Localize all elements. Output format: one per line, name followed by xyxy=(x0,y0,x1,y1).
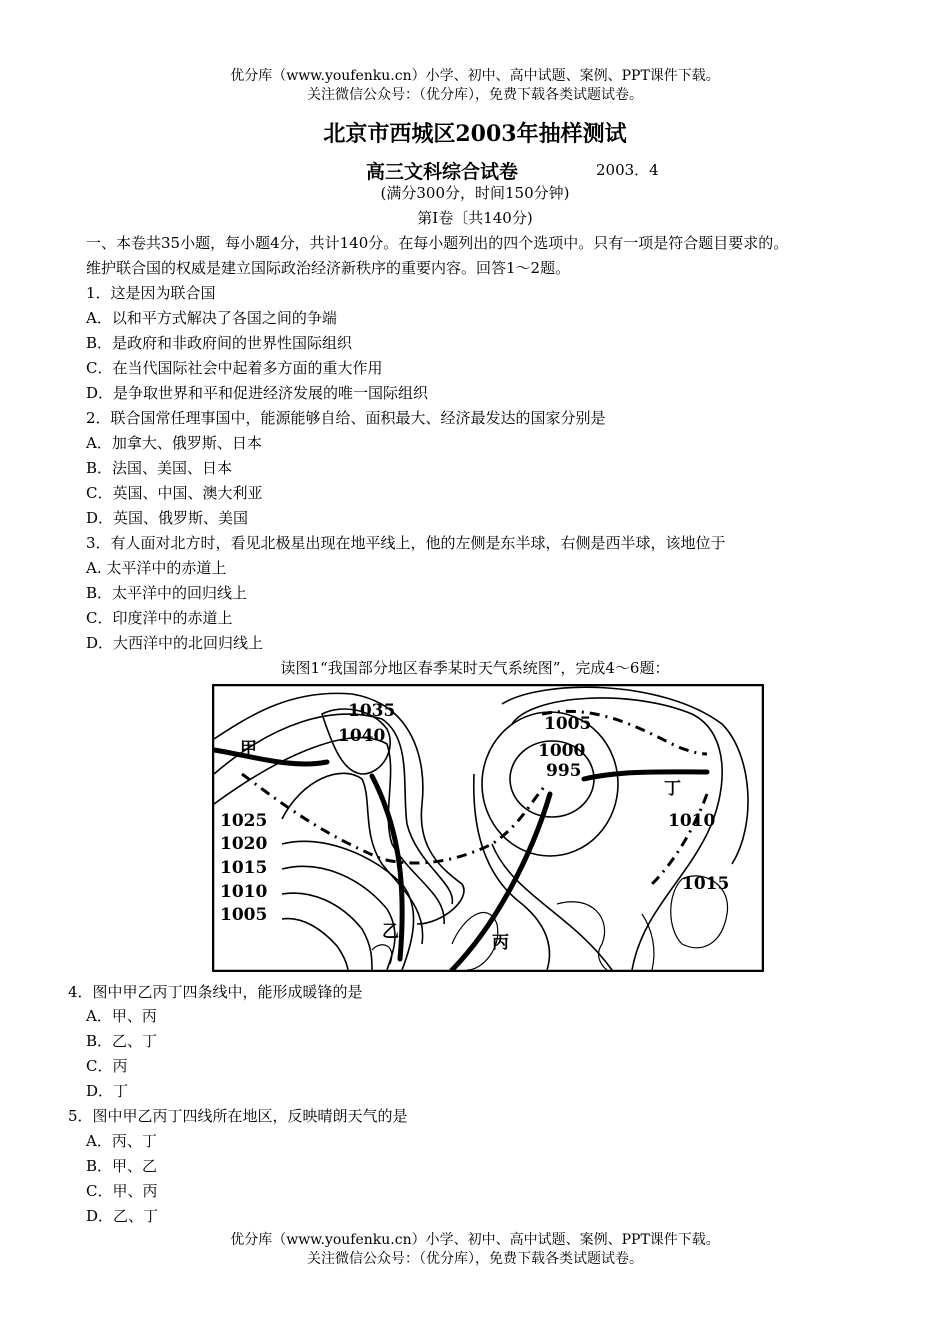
q5-option-c: C．甲、丙 xyxy=(86,1182,158,1200)
q1-option-b: B．是政府和非政府间的世界性国际组织 xyxy=(86,334,353,352)
header-line-1: 优分库（www.youfenku.cn）小学、初中、高中试题、案例、PPT课件下载。 xyxy=(230,68,720,84)
instructions: 一、本卷共35小题，每小题4分，共计140分。在每小题列出的四个选项中。只有一项是符合题目要求的。 xyxy=(86,234,789,252)
front-label-ding: 丁 xyxy=(664,779,681,799)
isobar-label-right-1015: 1015 xyxy=(682,874,730,894)
q4-stem: 4．图中甲乙丙丁四条线中，能形成暖锋的是 xyxy=(68,983,363,1001)
footer-line-2: 关注微信公众号：（优分库），免费下载各类试题试卷。 xyxy=(307,1251,643,1267)
isobar-label-1025: 1025 xyxy=(220,811,268,831)
q2-option-a: A．加拿大、俄罗斯、日本 xyxy=(86,434,262,452)
header-line-2: 关注微信公众号：（优分库），免费下载各类试题试卷。 xyxy=(307,87,643,103)
front-label-bing: 丙 xyxy=(492,933,509,953)
q3-option-d: D．大西洋中的北回归线上 xyxy=(86,634,264,652)
q5-stem: 5．图中甲乙丙丁四线所在地区，反映晴朗天气的是 xyxy=(68,1107,408,1125)
q3-option-b: B．太平洋中的回归线上 xyxy=(86,584,248,602)
isobar-label-low-995: 995 xyxy=(546,761,582,781)
isobar-label-1015: 1015 xyxy=(220,858,268,878)
figure-caption: 读图1“我国部分地区春季某时天气系统图”，完成4～6题： xyxy=(280,659,670,677)
isobar-label-1005: 1005 xyxy=(220,905,268,925)
q5-option-a: A．丙、丁 xyxy=(86,1132,157,1150)
exam-date: 2003．4 xyxy=(596,161,659,179)
q2-option-b: B．法国、美国、日本 xyxy=(86,459,233,477)
q4-option-c: C．丙 xyxy=(86,1057,128,1075)
q2-option-d: D．英国、俄罗斯、美国 xyxy=(86,509,249,527)
q2-option-c: C．英国、中国、澳大利亚 xyxy=(86,484,263,502)
q1-option-c: C．在当代国际社会中起着多方面的重大作用 xyxy=(86,359,383,377)
q1-option-a: A．以和平方式解决了各国之间的争端 xyxy=(86,309,337,327)
q4-option-a: A．甲、丙 xyxy=(86,1007,157,1025)
exam-title: 北京市西城区2003年抽样测试 xyxy=(323,121,627,147)
q5-option-d: D．乙、丁 xyxy=(86,1207,159,1225)
q3-stem: 3．有人面对北方时，看见北极星出现在地平线上，他的左侧是东半球，右侧是西半球，该地位于 xyxy=(86,534,726,552)
q3-option-a: A. 太平洋中的赤道上 xyxy=(86,559,227,577)
q4-option-b: B．乙、丁 xyxy=(86,1032,158,1050)
exam-subtitle: 高三文科综合试卷 xyxy=(366,161,519,183)
isobar-label-1040: 1040 xyxy=(338,726,386,746)
q5-option-b: B．甲、乙 xyxy=(86,1157,158,1175)
passage-1: 维护联合国的权威是建立国际政治经济新秩序的重要内容。回答1～2题。 xyxy=(86,259,571,277)
footer-line-1: 优分库（www.youfenku.cn）小学、初中、高中试题、案例、PPT课件下载。 xyxy=(230,1232,720,1248)
q3-option-c: C．印度洋中的赤道上 xyxy=(86,609,233,627)
q4-option-d: D．丁 xyxy=(86,1082,129,1100)
isobar-label-right-1010: 1010 xyxy=(668,811,716,831)
weather-system-map xyxy=(212,684,764,972)
isobar-label-1010: 1010 xyxy=(220,882,268,902)
isobar-label-1020: 1020 xyxy=(220,834,268,854)
isobar-label-low-1000: 1000 xyxy=(538,741,586,761)
q1-option-d: D．是争取世界和平和促进经济发展的唯一国际组织 xyxy=(86,384,429,402)
section-heading: 第I卷〔共140分) xyxy=(417,209,533,227)
isobar-label-1035: 1035 xyxy=(348,701,396,721)
q1-stem: 1．这是因为联合国 xyxy=(86,284,216,302)
front-label-yi: 乙 xyxy=(382,922,399,942)
front-label-jia: 甲 xyxy=(240,739,257,759)
isobar-label-low-1005: 1005 xyxy=(544,714,592,734)
q2-stem: 2．联合国常任理事国中，能源能够自给、面积最大、经济最发达的国家分别是 xyxy=(86,409,606,427)
exam-meta: (满分300分，时间150分钟) xyxy=(380,184,570,202)
